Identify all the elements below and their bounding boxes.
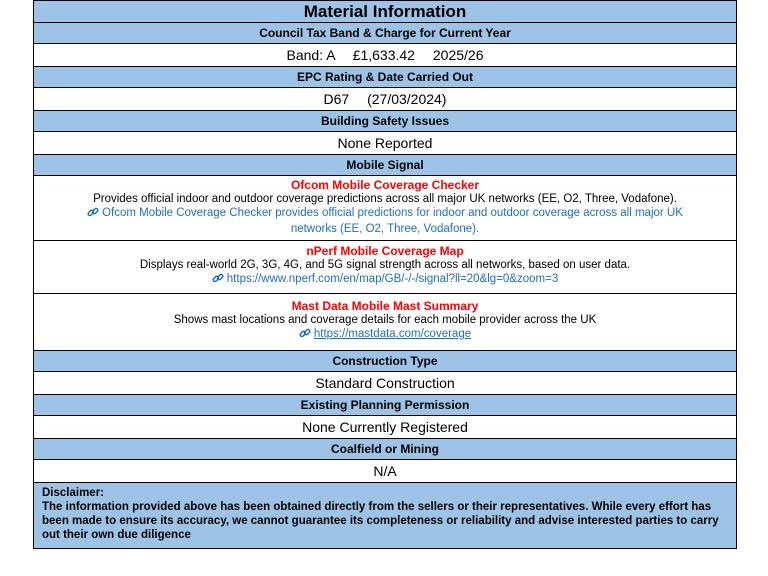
mast-block <box>34 294 736 351</box>
link-chain-icon <box>87 206 99 222</box>
council-tax-value <box>34 44 736 67</box>
ofcom-link-text[interactable]: Ofcom Mobile Coverage Checker provides official predictions for indoor and outdoor coverage across all major UK <box>102 207 683 219</box>
mast-link-text[interactable]: https://mastdata.com/coverage <box>313 328 472 340</box>
disclaimer-label: Disclaimer: <box>42 487 105 499</box>
link-chain-icon <box>299 327 311 343</box>
epc-rating: D67 <box>323 91 350 107</box>
nperf-link-text[interactable]: https://www.nperf.com/en/map/GB/-/-/signal?ll=20&lg=0&zoom=3 <box>226 273 559 285</box>
nperf-name: nPerf Mobile Coverage Map <box>306 244 464 258</box>
disclaimer <box>34 483 736 549</box>
planning-permission-value: None Currently Registered <box>34 416 736 439</box>
building-safety-header: Building Safety Issues <box>34 111 736 132</box>
epc-value <box>34 88 736 111</box>
nperf-link[interactable] <box>212 272 558 288</box>
nperf-description: Displays real-world 2G, 3G, 4G, and 5G signal strength across all networks, based on user data. <box>139 259 631 271</box>
mast-name: Mast Data Mobile Mast Summary <box>291 299 479 313</box>
council-tax-band: Band: A <box>286 47 335 63</box>
planning-permission-header: Existing Planning Permission <box>34 395 736 416</box>
ofcom-name: Ofcom Mobile Coverage Checker <box>290 178 480 192</box>
page-title: Material Information <box>34 0 736 23</box>
disclaimer-text: The information provided above has been obtained directly from the sellers or their representatives. While every effort has been made to ensure its accuracy, we cannot guarantee its completeness or reliability and advise interested parties to carry out their own due diligence <box>42 501 719 541</box>
ofcom-description: Provides official indoor and outdoor coverage predictions across all major UK networks (EE, O2, Three, Vodafone). <box>93 193 677 205</box>
ofcom-block <box>34 176 736 241</box>
epc-header: EPC Rating & Date Carried Out <box>34 67 736 88</box>
council-tax-year: 2025/26 <box>432 47 484 63</box>
coalfield-value: N/A <box>34 460 736 483</box>
ofcom-link[interactable] <box>87 206 683 222</box>
mast-link[interactable] <box>299 327 471 343</box>
material-information-sheet <box>33 0 737 549</box>
mast-description: Shows mast locations and coverage details for each mobile provider across the UK <box>173 314 597 326</box>
council-tax-header: Council Tax Band & Charge for Current Year <box>34 23 736 44</box>
council-tax-charge: £1,633.42 <box>352 47 415 63</box>
link-chain-icon <box>212 272 224 288</box>
mobile-signal-header: Mobile Signal <box>34 155 736 176</box>
coalfield-header: Coalfield or Mining <box>34 439 736 460</box>
ofcom-link-continued[interactable]: networks (EE, O2, Three, Vodafone). <box>290 223 480 235</box>
nperf-block <box>34 241 736 294</box>
construction-type-header: Construction Type <box>34 351 736 372</box>
building-safety-value: None Reported <box>34 132 736 155</box>
epc-date: (27/03/2024) <box>367 91 447 107</box>
construction-type-value: Standard Construction <box>34 372 736 395</box>
